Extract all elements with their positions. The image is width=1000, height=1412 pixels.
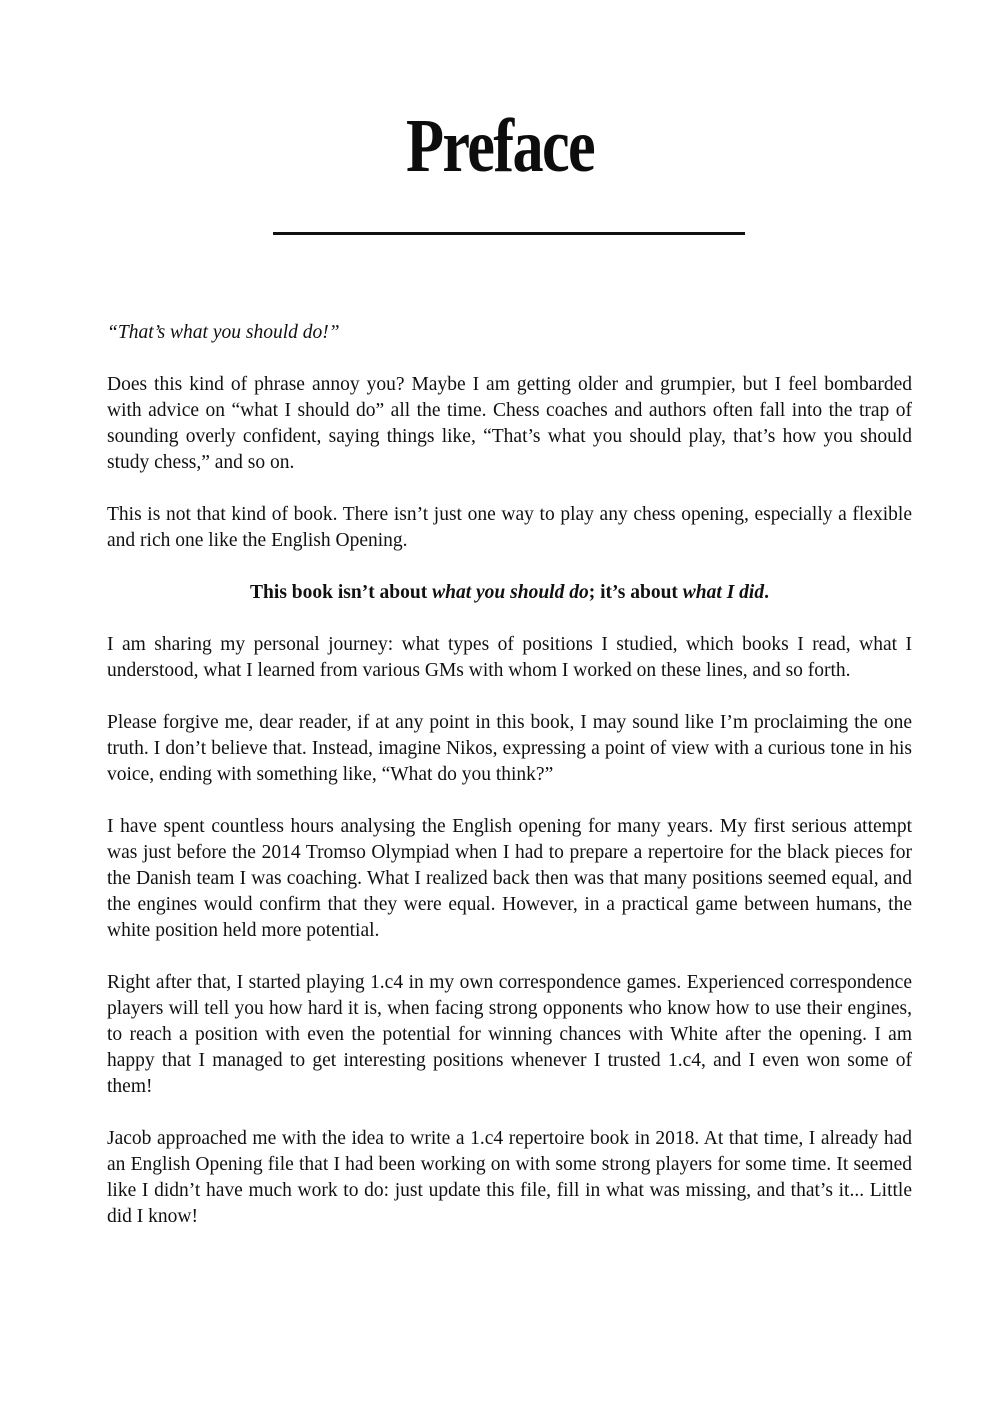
paragraph-5: Please forgive me, dear reader, if at any point in this book, I may sound like I’m proclaiming the one truth. I don’t believe that. Instead, imagine Nikos, expressing a point of view with a curious tone in his voice, ending with something like, “What do you think?” — [107, 712, 912, 785]
paragraph-6: I have spent countless hours analysing the English opening for many years. My first serious attempt was just before the 2014 Tromso Olympiad when I had to prepare a repertoire for the black pieces for the Danish team I was coaching. What I realized back then was that many positions seemed equal, and the engines would confirm that they were equal. However, in a practical game between humans, the white position held more potential. — [107, 816, 912, 941]
paragraph-8: Jacob approached me with the idea to write a 1.c4 repertoire book in 2018. At that time, I already had an English Opening file that I had been working on with some strong players for some time. It seemed like I didn’t have much work to do: just update this file, fill in what was missing, and that’s it... Little did I know! — [107, 1128, 912, 1227]
paragraph-7: Right after that, I started playing 1.c4 in my own correspondence games. Experienced correspondence players will tell you how hard it is, when facing strong opponents who know how to use their engines, to reach a position with even the potential for winning chances with White after the opening. I am happy that I managed to get interesting positions whenever I trusted 1.c4, and I even won some of them! — [107, 972, 912, 1097]
paragraph-4: I am sharing my personal journey: what types of positions I studied, which books I read, what I understood, what I learned from various GMs with whom I worked on these lines, and so forth. — [107, 634, 912, 681]
title-divider — [273, 232, 745, 235]
epigraph: “That’s what you should do!” — [107, 322, 340, 343]
body-text — [107, 320, 912, 1256]
page-title: Preface — [405, 104, 595, 188]
emphasis-part-3: ; it’s about — [588, 582, 683, 603]
emphasis-part-2: what you should do — [432, 582, 589, 603]
paragraph-1: Does this kind of phrase annoy you? Maybe I am getting older and grumpier, but I feel bombarded with advice on “what I should do” all the time. Chess coaches and authors often fall into the trap of sounding overly confident, saying things like, “That’s what you should play, that’s how you should study chess,” and so on. — [107, 374, 912, 473]
emphasis-part-1: This book isn’t about — [250, 582, 433, 603]
emphasis-statement — [107, 580, 912, 606]
emphasis-part-4: what I did — [682, 582, 765, 603]
emphasis-part-5: . — [764, 582, 769, 603]
paragraph-2: This is not that kind of book. There isn’t just one way to play any chess opening, especially a flexible and rich one like the English Opening. — [107, 504, 912, 551]
